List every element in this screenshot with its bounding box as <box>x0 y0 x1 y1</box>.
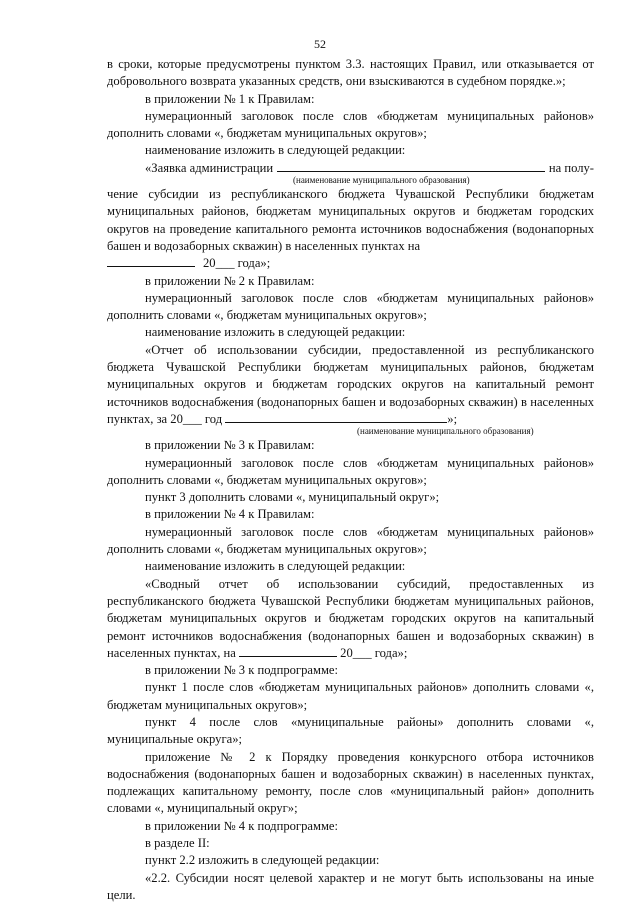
report-title-text: «Отчет об использовании субсидии, предоставленной из республиканского бюджета Чувашской Республики бюджетам муниципальных районов, бюджетам муниципальных округов и бюджетам городских округов на капитальный ремонт источников водоснабжения (водонапорных башен и водозаборных скважин) в населенных пунктах, за 20___ год <box>107 342 594 426</box>
municipality-blank-1 <box>277 170 545 172</box>
application-title-end: на полу- <box>548 160 594 175</box>
paragraph-21: в приложении № 4 к подпрограмме: <box>145 818 339 833</box>
paragraph-22: в разделе II: <box>145 836 210 851</box>
blank-caption-2: (наименование муниципального образования) <box>357 426 534 437</box>
paragraph-19: пункт 4 после слов «муниципальные районы» дополнить словами «, муниципальные округа»; <box>107 714 594 747</box>
paragraph-4: наименование изложить в следующей редакции: <box>145 143 406 158</box>
report-title-end: »; <box>447 411 458 426</box>
municipality-blank-2 <box>225 411 447 423</box>
paragraph-20: приложение № 2 к Порядку проведения конкурсного отбора источников водоснабжения (водонапорных башен и водозаборных скважин) в населенных пунктах, подлежащих капитальному ремонту, после слов «муниципальный район» дополнить словами «, муниципальный округ»; <box>107 749 594 816</box>
report-title <box>107 342 594 428</box>
year-blank-2 <box>239 645 337 657</box>
application-title-tail: 20___ года»; <box>203 256 271 271</box>
page-number: 52 <box>314 37 326 51</box>
application-title-tail-line <box>107 255 594 272</box>
paragraph-17: в приложении № 3 к подпрограмме: <box>145 663 339 678</box>
paragraph-18: пункт 1 после слов «бюджетам муниципальных районов» дополнить словами «, бюджетам муниципальных округов»; <box>107 680 594 712</box>
blank-caption-1: (наименование муниципального образования) <box>293 175 470 186</box>
document-body <box>107 56 594 904</box>
summary-report-text: «Сводный отчет об использовании субсидий, предоставленных из республиканского бюджета Чувашской Республики бюджетам муниципальных районов, бюджетам муниципальных округов и бюджетам городских округов на капитальный ремонт источников водоснабжения (водонапорных башен и водозаборных скважин) в населенных пунктах, на <box>107 576 594 660</box>
paragraph-11: нумерационный заголовок после слов «бюджетам муниципальных районов» дополнить словами «, бюджетам муниципальных округов»; <box>107 455 594 487</box>
paragraph-23: пункт 2.2 изложить в следующей редакции: <box>145 853 380 868</box>
paragraph-14: нумерационный заголовок после слов «бюджетам муниципальных районов» дополнить словами «, бюджетам муниципальных округов»; <box>107 524 594 557</box>
paragraph-3: нумерационный заголовок после слов «бюджетам муниципальных районов» дополнить словами «, бюджетам муниципальных округов»; <box>107 108 594 141</box>
application-title-continuation: чение субсидии из республиканского бюджета Чувашской Республики бюджетам муниципальных районов, бюджетам муниципальных округов и бюджетам городских округов на проведение капитального ремонта источников водоснабжения (водонапорных башен и водозаборных скважин) в населенных пунктах на <box>107 187 594 253</box>
paragraph-2: в приложении № 1 к Правилам: <box>145 91 315 106</box>
summary-report-title <box>107 576 594 662</box>
paragraph-8: наименование изложить в следующей редакции: <box>145 325 406 340</box>
paragraph-6: в приложении № 2 к Правилам: <box>145 273 315 288</box>
paragraph-7: нумерационный заголовок после слов «бюджетам муниципальных районов» дополнить словами «, бюджетам муниципальных округов»; <box>107 290 594 323</box>
paragraph-1: в сроки, которые предусмотрены пунктом 3.3. настоящих Правил, или отказывается от добровольного возврата указанных средств, они взыскиваются в судебном порядке.»; <box>107 57 594 89</box>
paragraph-10: в приложении № 3 к Правилам: <box>145 438 315 453</box>
paragraph-15: наименование изложить в следующей редакции: <box>145 559 406 574</box>
summary-report-tail: 20___ года»; <box>340 645 408 660</box>
year-blank-1 <box>107 255 195 267</box>
paragraph-12: пункт 3 дополнить словами «, муниципальный округ»; <box>145 490 440 505</box>
paragraph-13: в приложении № 4 к Правилам: <box>145 507 315 522</box>
paragraph-24: «2.2. Субсидии носят целевой характер и не могут быть использованы на иные цели. <box>107 870 594 902</box>
application-title-start: «Заявка администрации <box>145 160 274 175</box>
